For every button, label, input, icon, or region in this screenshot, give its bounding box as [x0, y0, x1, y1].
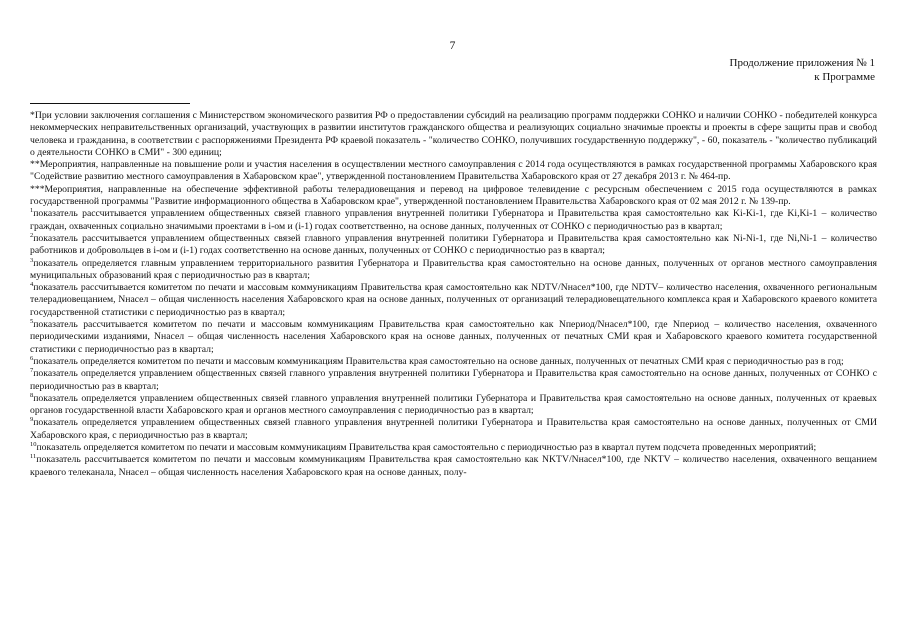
footnote	[30, 258, 877, 283]
footnote	[30, 368, 877, 393]
footnote-text: показатель рассчитывается комитетом по печати и массовым коммуникациям Правительства края самостоятельно как NDTV/Nнасел*100, где NDTV– количество населения, охваченного региональным телерадиовещанием, Nнасел – общая численность населения Хабаровского края на основе данных, полученных от организаций телерадиовещательного комплекса края и Хабаровского краевого комитета государственной статистики с периодичностью раз в квартал;	[30, 282, 877, 318]
footnote-text: **Мероприятия, направленные на повышение роли и участия населения в осуществлении местного самоуправления с 2014 года осуществляются в рамках государственной программы Хабаровского края "Содействие развитию местного самоуправления в Хабаровском крае", утвержденной постановлением Правительства Хабаровского края от 27 декабря 2013 г. № 464-пр.	[30, 159, 877, 183]
appendix-line-2: к Программе	[814, 71, 875, 83]
footnote-mark: 4	[30, 280, 34, 288]
footnote	[30, 417, 877, 442]
footnote-text: показатель рассчитывается комитетом по печати и массовым коммуникациям Правительства края самостоятельно как Nпериод/Nнасел*100, где Nпериод – количество населения, охваченного периодическими изданиями, Nнасел – общая численность населения Хабаровского края на основе данных, полученных от печатных СМИ края и Хабаровского краевого комитета государственной статистики с периодичностью раз в квартал;	[30, 319, 877, 355]
footnote	[30, 454, 877, 479]
footnote	[30, 110, 877, 159]
footnote-text: показатель определяется комитетом по печати и массовым коммуникациям Правительства края самостоятельно на основе данных, полученных от печатных СМИ края с периодичностью раз в год;	[33, 355, 844, 367]
footnote-mark: 5	[30, 317, 34, 325]
appendix-line-1: Продолжение приложения № 1	[729, 57, 875, 69]
footnote-mark: 11	[30, 453, 37, 461]
footnote	[30, 184, 877, 209]
footnote-separator	[30, 103, 190, 104]
footnote	[30, 159, 877, 184]
footnote-mark: 3	[30, 256, 34, 264]
footnotes-block	[30, 110, 877, 479]
footnote	[30, 282, 877, 319]
footnote	[30, 233, 877, 258]
footnote	[30, 319, 877, 356]
appendix-caption	[730, 56, 875, 84]
footnote-text: показатель рассчитывается комитетом по печати и массовым коммуникациям Правительства края самостоятельно как NKTV/Nнасел*100, где NKTV – количество населения, охваченного вещанием краевого телеканала, Nнасел – общая численность населения Хабаровского края на основе данных, полу-	[30, 454, 877, 478]
footnote-mark: 8	[30, 391, 34, 399]
footnote-text: показатель определяется управлением общественных связей главного управления внутренней политики Губернатора и Правительства края самостоятельно на основе данных, полученных от СОНКО с периодичностью раз в квартал;	[30, 368, 877, 392]
footnote-text: показатель определяется главным управлением территориального развития Губернатора и Правительства края самостоятельно на основе данных, полученных от органов местного самоуправления муниципальных образований края с периодичностью раз в квартал;	[30, 257, 877, 281]
footnote-text: показатель определяется управлением общественных связей главного управления внутренней политики Губернатора и Правительства края самостоятельно на основе данных, полученных от СМИ Хабаровского края, с периодичностью раз в квартал;	[30, 417, 877, 441]
footnote-mark: 7	[30, 367, 34, 374]
footnote-mark: 9	[30, 416, 34, 424]
footnote-text: показатель рассчитывается управлением общественных связей главного управления внутренней политики Губернатора и Правительства края самостоятельно как Ni-Ni-1, где Ni,Ni-1 – количество работников и добровольцев в i-ом и (i-1) годах соответственно на основе данных, полученных от СОНКО с периодичностью раз в квартал;	[30, 232, 877, 257]
footnote-text: *При условии заключения соглашения с Министерством экономического развития РФ о предоставлении субсидий на реализацию программ поддержки СОНКО и наличии СОНКО - победителей конкурса некоммерческих неправительственных организаций, участвующих в развитии институтов гражданского общества и реализующих социально значимые проекты и проекты в сфере защиты прав и свобод человека и гражданина, в соответствии с распоряжениями Президента РФ краевой показатель - "количество СОНКО, получивших государственную поддержку", - 60, показатель - "количество публикаций о деятельности СОНКО в СМИ" - 300 единиц;	[30, 110, 877, 158]
footnote-text: ***Мероприятия, направленные на обеспечение эффективной работы телерадиовещания и перевод на цифровое телевидение с ресурсным обеспечением с 2015 года осуществляются в рамках государственной программы "Развитие информационного общества в Хабаровском крае", утвержденной постановлением Правительства Хабаровского края от 02 мая 2012 г. № 139-пр.	[30, 183, 877, 208]
footnote	[30, 208, 877, 233]
footnote-mark: 6	[30, 354, 34, 362]
footnote-text: показатель рассчитывается управлением общественных связей главного управления внутренней политики Губернатора и Правительства края самостоятельно как Ki-Ki-1, где Ki,Ki-1 – количество граждан, охваченных социально значимыми проектами в i-ом и (i-1) годах соответственно, на основе данных, полученных от СОНКО с периодичностью раз в квартал;	[30, 208, 877, 232]
footnote-text: показатель определяется управлением общественных связей главного управления внутренней политики Губернатора и Правительства края самостоятельно на основе данных, полученных от краевых органов государственной власти Хабаровского края и органов местного самоуправления с периодичностью раз в квартал;	[30, 392, 877, 417]
footnote-text: показатель определяется комитетом по печати и массовым коммуникациям Правительства края самостоятельно с периодичностью раз в квартал путем подсчета проведенных мероприятий;	[36, 442, 817, 454]
footnote-mark: 2	[30, 231, 34, 239]
footnote-mark: 1	[30, 207, 34, 215]
footnote-mark: 10	[30, 440, 37, 448]
footnote	[30, 393, 877, 418]
footnote	[30, 442, 877, 454]
footnote	[30, 356, 877, 368]
page-number: 7	[449, 40, 456, 52]
